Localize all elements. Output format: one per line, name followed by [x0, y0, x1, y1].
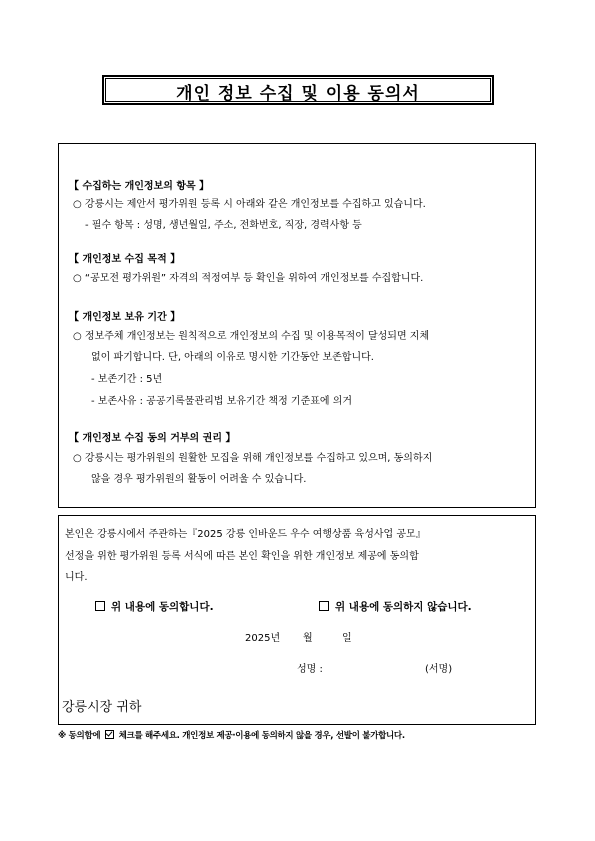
consent-paragraph-line: 니다.	[65, 572, 88, 583]
consent-paragraph-line: 선정을 위한 평가위원 등록 서식에 따른 본인 확인을 위한 개인정보 제공에 동의합	[65, 551, 419, 562]
section-line: - 보존사유 : 공공기록물관리법 보유기간 책정 기준표에 의거	[91, 396, 353, 407]
section-heading-refusal: 【 개인정보 수집 동의 거부의 권리 】	[69, 433, 236, 444]
name-label: 성명 :	[297, 664, 323, 675]
section-line: - 보존기간 : 5년	[91, 374, 163, 385]
section-line: 않을 경우 평가위원의 활동이 어려울 수 있습니다.	[91, 474, 307, 485]
section-heading-retention: 【 개인정보 보유 기간 】	[69, 312, 181, 323]
consent-paragraph-line: 본인은 강릉시에서 주관하는『2025 강릉 인바운드 우수 여행상품 육성사업 공모』	[65, 529, 426, 540]
footer-note-after: 체크를 해주세요. 개인정보 제공·이용에 동의하지 않을 경우, 선발이 불가합니다.	[118, 731, 405, 741]
date-day: 일	[342, 633, 352, 644]
disagree-checkbox[interactable]	[319, 601, 329, 611]
section-line: - 필수 항목 : 성명, 생년월일, 주소, 전화번호, 직장, 경력사항 등	[85, 220, 362, 231]
date-year: 2025년	[245, 633, 281, 644]
consent-box	[58, 515, 536, 725]
section-line: ○ 강릉시는 제안서 평가위원 등록 시 아래와 같은 개인정보를 수집하고 있습니다.	[73, 199, 426, 210]
agree-option[interactable]	[95, 599, 214, 614]
section-line: 없이 파기합니다. 단, 아래의 이유로 명시한 기간동안 보존합니다.	[91, 352, 374, 363]
section-line: ○ “공모전 평가위원” 자격의 적정여부 등 확인을 위하여 개인정보를 수집합니다.	[73, 273, 424, 284]
date-month: 월	[303, 633, 313, 644]
signature-label: (서명)	[425, 664, 453, 675]
document-title: 개인 정보 수집 및 이용 동의서	[176, 84, 420, 104]
disagree-option[interactable]	[319, 599, 472, 614]
disagree-label: 위 내용에 동의하지 않습니다.	[335, 601, 472, 613]
section-heading-purpose: 【 개인정보 수집 목적 】	[69, 254, 181, 265]
section-line: ○ 정보주체 개인정보는 원칙적으로 개인정보의 수집 및 이용목적이 달성되면 지체	[73, 331, 430, 342]
footer-note-before: ※ 동의함에	[58, 731, 101, 741]
document-title-box	[102, 75, 494, 105]
section-heading-items: 【 수집하는 개인정보의 항목 】	[69, 181, 210, 192]
privacy-info-box	[58, 143, 536, 508]
checkbox-checked-icon	[105, 730, 114, 739]
agree-checkbox[interactable]	[95, 601, 105, 611]
section-line: ○ 강릉시는 평가위원의 원활한 모집을 위해 개인정보를 수집하고 있으며, 동의하지	[73, 453, 433, 464]
agree-label: 위 내용에 동의합니다.	[111, 601, 214, 613]
footer-note	[58, 729, 405, 741]
addressee: 강릉시장 귀하	[62, 700, 142, 715]
